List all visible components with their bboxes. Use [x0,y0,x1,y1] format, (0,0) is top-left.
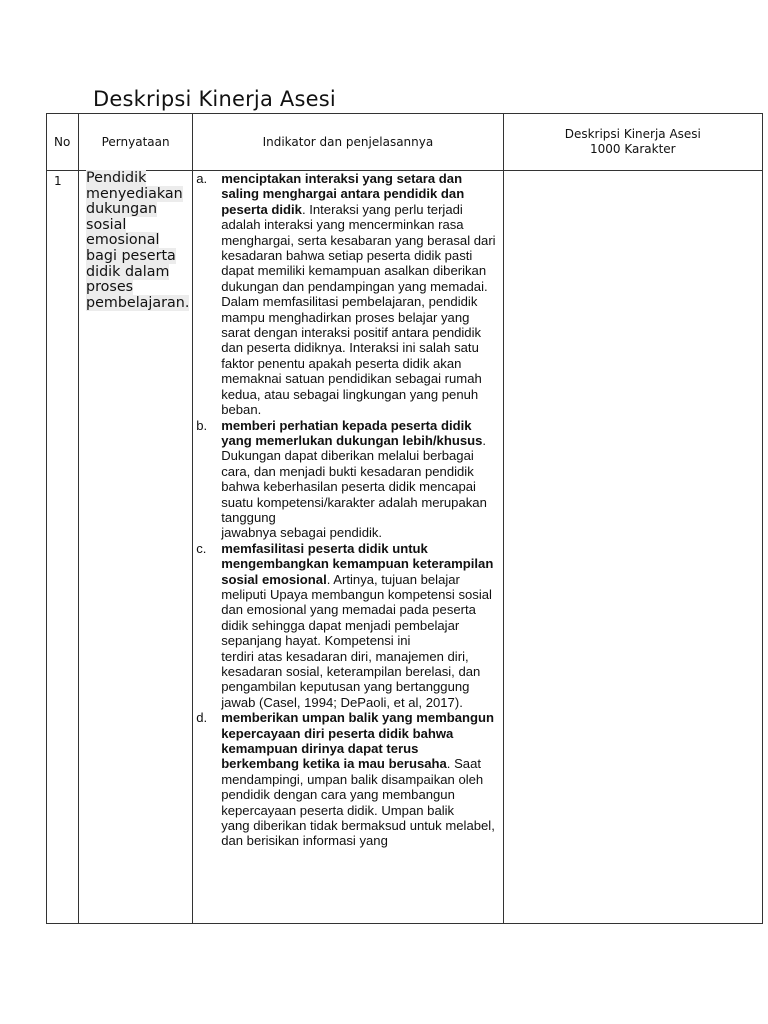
header-description-line1: Deskripsi Kinerja Asesi [564,127,701,141]
indicator-label: d. [196,710,208,726]
indicator-text: . Artinya, tujuan belajar meliputi Upaya membangun kompetensi sosial dan emosional yang memadai pada peserta didik sehingga dapat menjadi pembelajar sepanjang hayat. Kompetensi ini [221,571,492,649]
header-statement: Pernyataan [79,114,193,171]
indicator-item-c [193,541,502,710]
table-header-row [47,114,763,171]
page-title: Deskripsi Kinerja Asesi [93,87,336,111]
indicator-label: b. [196,417,208,433]
indicator-list [193,171,502,849]
header-indicator: Indikator dan penjelasannya [193,114,503,171]
header-description [503,114,762,171]
indicator-item-a [193,171,502,418]
row-number: 1 [47,171,79,924]
statement-cell [79,171,193,924]
indicator-label: a. [196,171,208,186]
assessment-table [46,113,763,924]
indicator-heading: menciptakan interaksi yang setara dan saling menghargai antara pendidik dan peserta didik [221,171,465,217]
indicator-label: c. [196,540,207,556]
indicator-heading: memberi perhatian kepada peserta didik yang memerlukan dukungan lebih/khusus [221,417,483,448]
indicator-heading: memfasilitasi peserta didik untuk mengembangkan kemampuan keterampilan sosial emosional [221,540,494,587]
description-cell[interactable] [503,171,762,924]
indicator-text: . Saat mendampingi, umpan balik disampaikan oleh pendidik dengan cara yang membangun kepercayaan peserta didik. Umpan balik [221,756,484,818]
indicator-text-continued: jawabnya sebagai pendidik. [221,525,383,541]
table-row [47,171,763,924]
indicator-text: . Interaksi yang perlu terjadi adalah interaksi yang mencerminkan rasa menghargai, serta kesabaran yang berasal dari kesadaran bahwa setiap peserta didik pasti dapat memiliki kemampuan asalkan diberikan dukungan dan pendampingan yang memadai. Dalam memfasilitasi pembelajaran, pendidik mampu menghadirkan proses belajar yang sarat dengan interaksi positif antara pendidik dan peserta didiknya. Interaksi ini salah satu faktor penentu apakah peserta didik akan memaknai satuan pendidikan sebagai rumah kedua, atau sebagai lingkungan yang penuh beban. [221,201,496,418]
header-no: No [47,114,79,171]
statement-text: Pendidik menyediakan dukungan sosial emosional bagi peserta didik dalam proses pembelajaran. [86,170,190,311]
indicator-text: . Dukungan dapat diberikan melalui berbagai cara, dan menjadi bukti kesadaran pendidik bahwa keberhasilan peserta didik mencapai suatu kompetensi/karakter adalah merupakan tanggung [221,432,487,525]
indicator-text-continued: terdiri atas kesadaran diri, manajemen diri, kesadaran sosial, keterampilan berelasi, dan pengambilan keputusan yang bertanggung jawab (Casel, 1994; DePaoli, et al, 2017). [221,648,481,710]
indicator-item-d [193,710,502,849]
indicator-item-b [193,418,502,541]
indicator-cell [193,171,503,924]
header-description-line2: 1000 Karakter [589,142,676,156]
indicator-text-continued: yang diberikan tidak bermaksud untuk melabel, dan berisikan informasi yang [221,818,495,849]
indicator-heading: memberikan umpan balik yang membangun kepercayaan diri peserta didik bahwa kemampuan dirinya dapat terus berkembang ketika ia mau berusaha [221,710,495,772]
